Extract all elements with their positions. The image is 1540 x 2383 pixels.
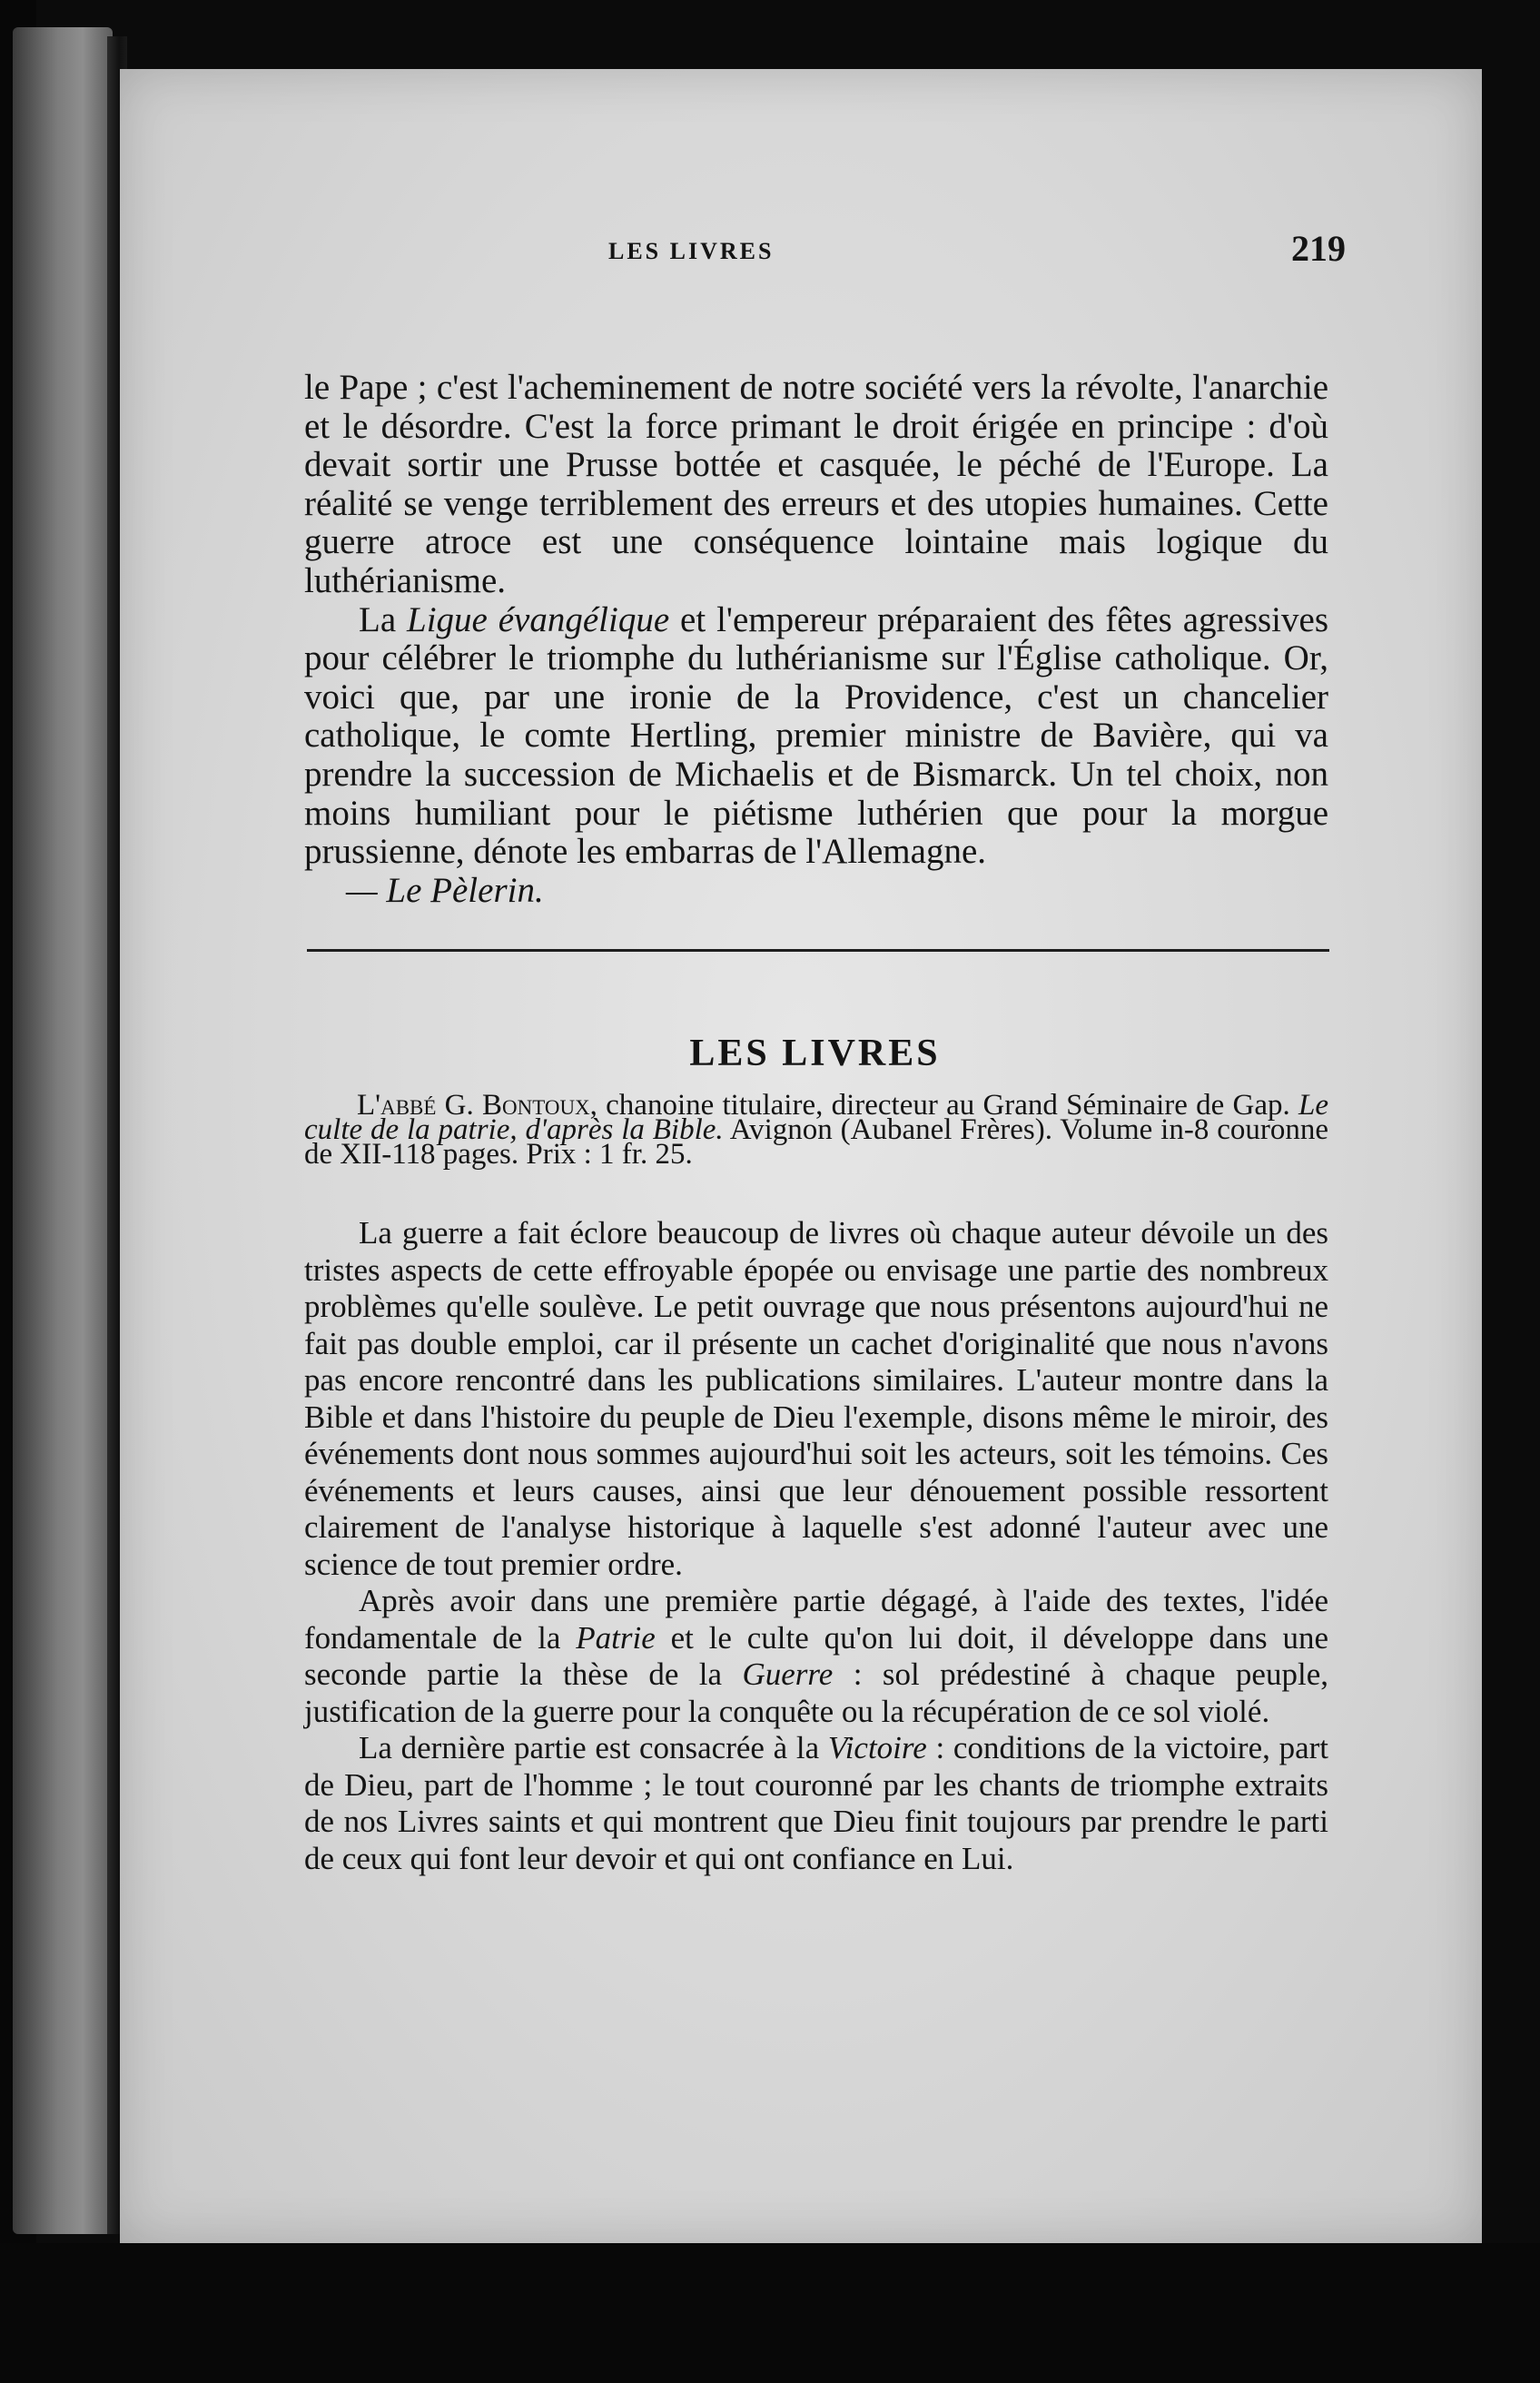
bibliography-paragraph bbox=[304, 1089, 1328, 1171]
text-span: La bbox=[359, 599, 408, 639]
paragraph: La guerre a fait éclore beaucoup de livres où chaque auteur dévoile un des tristes aspects de cette effroyable épopée ou envisage une partie des nombreux problèmes qu'elle soulève. Le petit ouvrage que nous présentons aujourd'hui ne fait pas double emploi, car il présente un cachet d'originalité que nous n'avons pas encore rencontré dans les publications similaires. L'auteur montre dans la Bible et dans l'histoire du peuple de Dieu l'exemple, disons même le miroir, des événements dont nous sommes aujourd'hui soit les acteurs, soit les témoins. Ces événements et leurs causes, ainsi que leur dénouement possible ressortent clairement de l'analyse historique à laquelle s'est adonné l'auteur avec une science de tout premier ordre. bbox=[304, 1215, 1328, 1582]
signature: — Le Pèlerin. bbox=[346, 870, 544, 910]
text-span: Après avoir dans une première partie dégagé, à l'aide des textes, l'idée fondamentale de la bbox=[304, 1583, 1328, 1656]
italic-phrase: Ligue évangélique bbox=[407, 599, 670, 639]
text-span: : conditions de la victoire, part de Dieu, part de l'homme ; le tout couronné par les chants de triomphe extraits de nos Livres saints et qui montrent que Dieu finit toujours par prendre le parti de ceux qui font leur devoir et qui ont confiance en Lui. bbox=[304, 1730, 1328, 1876]
review-text bbox=[304, 1215, 1328, 1877]
italic-word: Victoire bbox=[827, 1730, 927, 1765]
top-text-block bbox=[304, 369, 1328, 910]
running-head: LES LIVRES bbox=[608, 238, 775, 264]
paragraph: le Pape ; c'est l'acheminement de notre société vers la révolte, l'anarchie et le désordre. C'est la force primant le droit érigée en principe : d'où devait sortir une Prusse bottée et casquée, le péché de l'Europe. La réalité se venge terriblement des erreurs et des utopies humaines. Cette guerre atroce est une conséquence lointaine mais logique du luthérianisme. bbox=[304, 368, 1328, 600]
section-divider bbox=[307, 949, 1329, 952]
text-span: et l'empereur préparaient des fêtes agressives pour célébrer le triomphe du luthérianisme sur l'Église catholique. Or, voici que, par une ironie de la Providence, c'est un chancelier catholique, le comte Hertling, premier ministre de Bavière, qui va prendre la succession de Michaelis et de Bismarck. Un tel choix, non moins humiliant pour le piétisme luthérien que pour la morgue prussienne, dénote les embarras de l'Allemagne. bbox=[304, 599, 1329, 872]
paragraph bbox=[304, 601, 1328, 872]
text-span: : sol prédestiné à chaque peuple, justification de la guerre pour la conquête ou la récupération de ce sol violé. bbox=[304, 1656, 1328, 1729]
text-span: La dernière partie est consacrée à la bbox=[359, 1730, 828, 1765]
italic-word: Patrie bbox=[576, 1619, 656, 1656]
book-author: L'abbé G. Bontoux, bbox=[357, 1089, 597, 1122]
text-span: et le culte qu'on lui doit, il développe dans une seconde partie la thèse de la bbox=[304, 1619, 1328, 1692]
page-number: 219 bbox=[1291, 228, 1346, 269]
previous-page-edge bbox=[13, 27, 113, 2234]
author-description: chanoine titulaire, directeur au Grand Séminaire de Gap. bbox=[597, 1089, 1298, 1122]
bibliographic-entry bbox=[304, 1089, 1328, 1171]
paragraph bbox=[304, 1730, 1328, 1877]
film-bottom-edge bbox=[0, 2243, 1540, 2383]
book-title: Le culte de la patrie, d'après la Bible. bbox=[304, 1089, 1328, 1146]
section-title: LES LIVRES bbox=[689, 1033, 941, 1074]
italic-word: Guerre bbox=[742, 1656, 834, 1692]
paragraph bbox=[304, 1583, 1328, 1730]
publication-info: Avignon (Aubanel Frères). Volume in-8 couronne de XII-118 pages. Prix : 1 fr. 25. bbox=[304, 1113, 1328, 1171]
